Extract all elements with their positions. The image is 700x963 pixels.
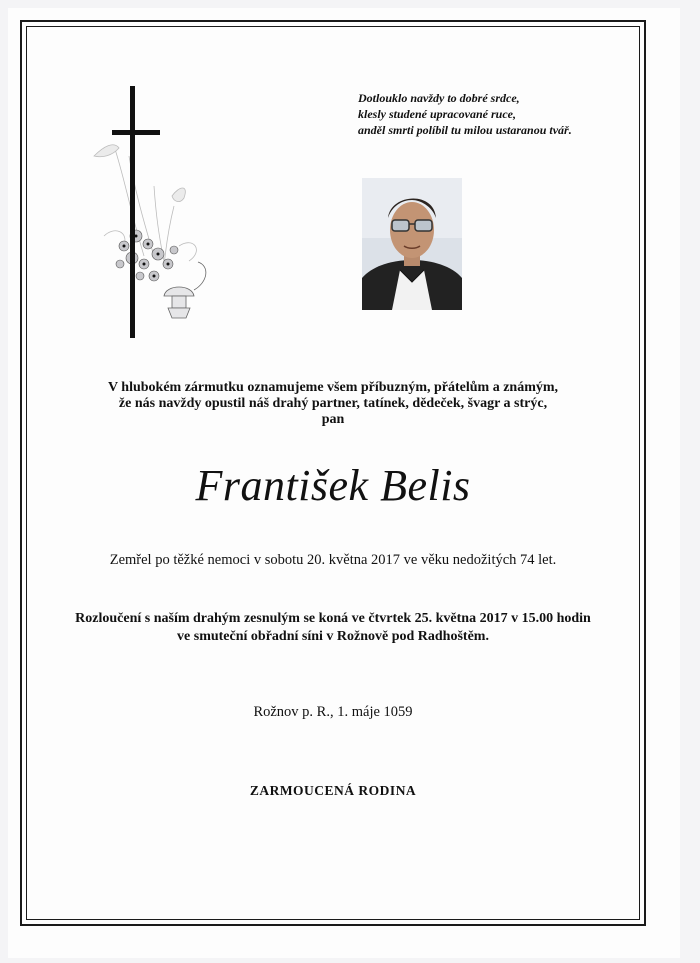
poem-line: Dotlouklo navždy to dobré srdce, (358, 91, 520, 105)
farewell-line: Rozloučení s naším drahým zesnulým se koná ve čtvrtek 25. května 2017 v 15.00 hodin (75, 611, 591, 626)
farewell-info (26, 610, 640, 646)
announcement-line: pan (321, 412, 345, 427)
announcement (26, 380, 640, 428)
farewell-line: ve smuteční obřadní síni v Rožnově pod Radhoštěm. (177, 629, 489, 644)
announcement-line: V hlubokém zármutku oznamujeme všem příbuzným, přátelům a známým, (107, 380, 559, 395)
death-note: Zemřel po těžké nemoci v sobotu 20. května 2017 ve věku nedožitých 74 let. (109, 552, 557, 568)
flower-blossoms (116, 230, 178, 281)
place-date: Rožnov p. R., 1. máje 1059 (253, 704, 413, 720)
memorial-poem (358, 90, 658, 138)
announcement-line: že nás navždy opustil náš drahý partner, tatínek, dědeček, švagr a strýc, (118, 396, 548, 411)
deceased-name: František Belis (195, 461, 471, 510)
lamp (164, 262, 206, 318)
portrait-photo (362, 178, 462, 310)
poem-line: anděl smrti políbil tu milou ustaranou tvář. (358, 123, 572, 137)
cross-flowers-emblem (84, 86, 224, 346)
cross (112, 86, 160, 338)
family-signature: ZARMOUCENÁ RODINA (249, 783, 417, 798)
poem-line: klesly studené upracované ruce, (358, 107, 516, 121)
